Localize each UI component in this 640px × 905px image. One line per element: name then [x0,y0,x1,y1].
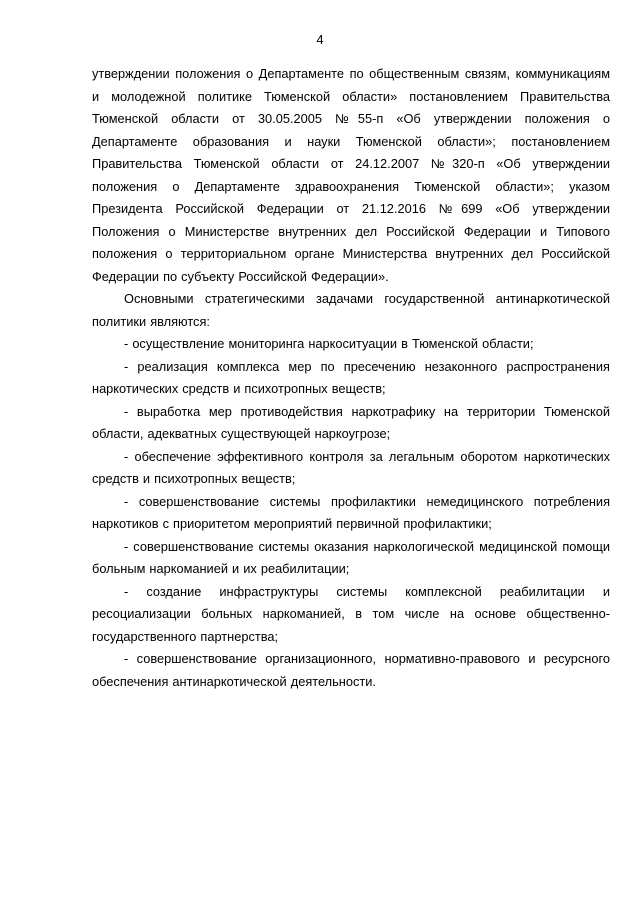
list-item: - совершенствование системы профилактики немедицинского потребления наркотиков с приоритетом мероприятий первичной профилактики; [92,493,610,531]
list-item: - осуществление мониторинга наркоситуации в Тюменской области; [124,336,534,351]
list-item: - выработка мер противодействия наркотрафику на территории Тюменской области, адекватных существующей наркоугрозе; [92,403,610,441]
document-body [92,63,610,693]
page-number: 4 [316,32,324,47]
paragraph-continuation: утверждении положения о Департаменте по общественным связям, коммуникациям и молодежной политике Тюменской области» постановлением Правительства Тюменской области от 30.05.2005 №55-п «Об утверждении положения о Департаменте образования и науки Тюменской области»; постановлением Правительства Тюменской области от 24.12.2007 №320-п «Об утверждении положения о Департаменте здравоохранения Тюменской области»; указом Президента Российской Федерации от 21.12.2016 №699 «Об утверждении Положения о Министерстве внутренних дел Российской Федерации и Типового положения о территориальном органе Министерства внутренних дел Российской Федерации по субъекту Российской Федерации». [92,66,610,284]
list-item: - создание инфраструктуры системы комплексной реабилитации и ресоциализации больных наркоманией, в том числе на основе общественно-государственного партнерства; [92,583,610,644]
list-item: - реализация комплекса мер по пресечению незаконного распространения наркотических средств и психотропных веществ; [92,358,610,396]
list-item: - совершенствование системы оказания наркологической медицинской помощи больным наркоманией и их реабилитации; [92,538,610,576]
list-item: - совершенствование организационного, нормативно-правового и ресурсного обеспечения антинаркотической деятельности. [92,651,610,689]
paragraph-intro: Основными стратегическими задачами государственной антинаркотической политики являются: [92,291,610,329]
list-item: - обеспечение эффективного контроля за легальным оборотом наркотических средств и психотропных веществ; [92,448,610,486]
